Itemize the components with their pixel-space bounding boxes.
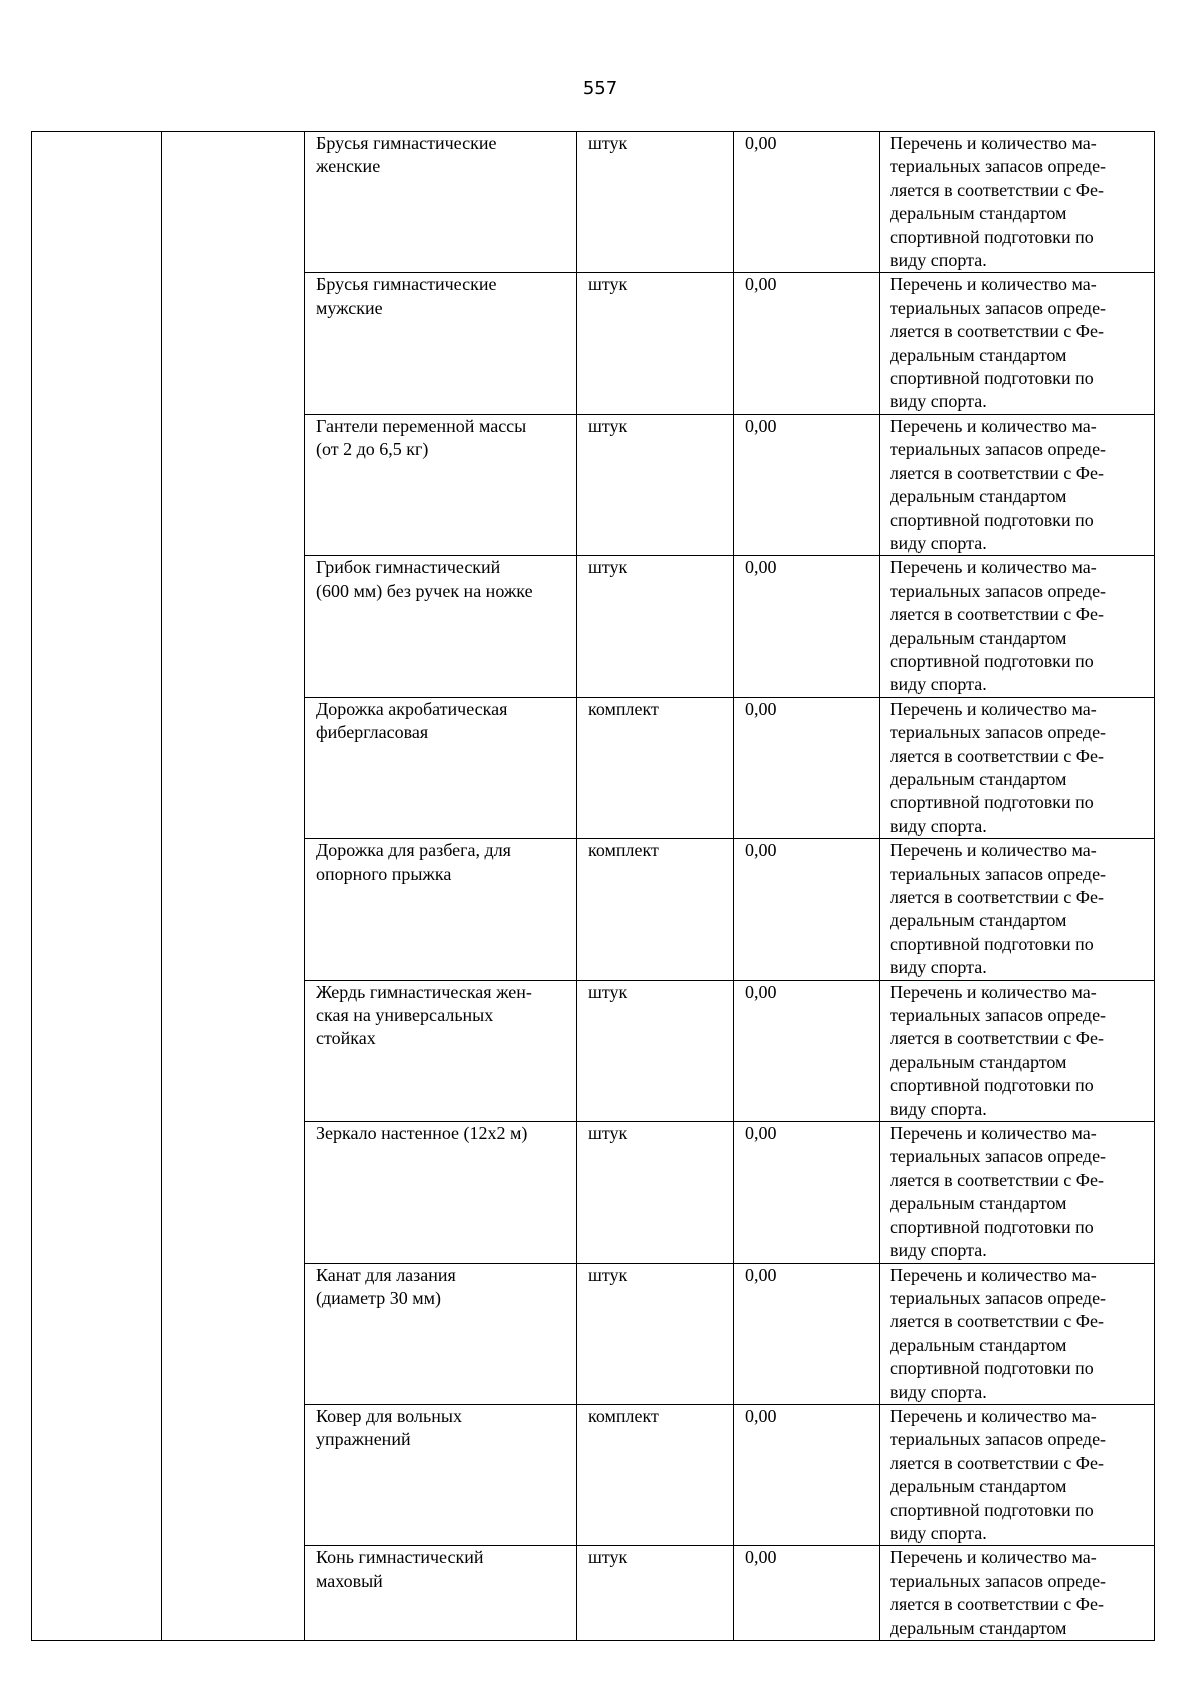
page-number: 557 <box>582 78 618 99</box>
quantity-cell: 0,00 <box>734 1263 880 1404</box>
unit-cell: штук <box>577 414 734 555</box>
note-cell: Перечень и количество ма- териальных запасов опреде- ляется в соответствии с Фе- деральным стандартом <box>880 1546 1155 1641</box>
table-row <box>32 132 1155 273</box>
quantity-cell: 0,00 <box>734 556 880 697</box>
item-name-cell: Жердь гимнастическая жен- ская на универсальных стойках <box>305 980 577 1121</box>
quantity-cell: 0,00 <box>734 839 880 980</box>
unit-cell: штук <box>577 132 734 273</box>
item-name-cell: Дорожка акробатическая фибергласовая <box>305 697 577 838</box>
materials-table <box>31 131 1155 1641</box>
unit-cell: штук <box>577 980 734 1121</box>
unit-cell: штук <box>577 556 734 697</box>
note-cell: Перечень и количество ма- териальных запасов опреде- ляется в соответствии с Фе- деральным стандартом спортивной подготовки по виду спорта. <box>880 980 1155 1121</box>
item-name-cell: Ковер для вольных упражнений <box>305 1404 577 1545</box>
quantity-cell: 0,00 <box>734 1122 880 1263</box>
unit-cell: штук <box>577 1546 734 1641</box>
item-name-cell: Зеркало настенное (12х2 м) <box>305 1122 577 1263</box>
item-name-cell: Грибок гимнастический (600 мм) без ручек на ножке <box>305 556 577 697</box>
item-name-cell: Дорожка для разбега, для опорного прыжка <box>305 839 577 980</box>
quantity-cell: 0,00 <box>734 1546 880 1641</box>
note-cell: Перечень и количество ма- териальных запасов опреде- ляется в соответствии с Фе- деральным стандартом спортивной подготовки по виду спорта. <box>880 556 1155 697</box>
note-cell: Перечень и количество ма- териальных запасов опреде- ляется в соответствии с Фе- деральным стандартом спортивной подготовки по виду спорта. <box>880 132 1155 273</box>
note-cell: Перечень и количество ма- териальных запасов опреде- ляется в соответствии с Фе- деральным стандартом спортивной подготовки по виду спорта. <box>880 839 1155 980</box>
quantity-cell: 0,00 <box>734 273 880 414</box>
unit-cell: штук <box>577 1122 734 1263</box>
unit-cell: комплект <box>577 839 734 980</box>
note-cell: Перечень и количество ма- териальных запасов опреде- ляется в соответствии с Фе- деральным стандартом спортивной подготовки по виду спорта. <box>880 1404 1155 1545</box>
quantity-cell: 0,00 <box>734 1404 880 1545</box>
item-name-cell: Брусья гимнастические мужские <box>305 273 577 414</box>
unit-cell: штук <box>577 273 734 414</box>
quantity-cell: 0,00 <box>734 980 880 1121</box>
item-name-cell: Канат для лазания (диаметр 30 мм) <box>305 1263 577 1404</box>
note-cell: Перечень и количество ма- териальных запасов опреде- ляется в соответствии с Фе- деральным стандартом спортивной подготовки по виду спорта. <box>880 697 1155 838</box>
note-cell: Перечень и количество ма- териальных запасов опреде- ляется в соответствии с Фе- деральным стандартом спортивной подготовки по виду спорта. <box>880 273 1155 414</box>
quantity-cell: 0,00 <box>734 697 880 838</box>
item-name-cell: Гантели переменной массы (от 2 до 6,5 кг) <box>305 414 577 555</box>
empty-column-1 <box>32 132 162 1641</box>
quantity-cell: 0,00 <box>734 132 880 273</box>
item-name-cell: Конь гимнастический маховый <box>305 1546 577 1641</box>
empty-column-2 <box>162 132 305 1641</box>
unit-cell: комплект <box>577 697 734 838</box>
unit-cell: комплект <box>577 1404 734 1545</box>
note-cell: Перечень и количество ма- териальных запасов опреде- ляется в соответствии с Фе- деральным стандартом спортивной подготовки по виду спорта. <box>880 1263 1155 1404</box>
note-cell: Перечень и количество ма- териальных запасов опреде- ляется в соответствии с Фе- деральным стандартом спортивной подготовки по виду спорта. <box>880 414 1155 555</box>
unit-cell: штук <box>577 1263 734 1404</box>
quantity-cell: 0,00 <box>734 414 880 555</box>
item-name-cell: Брусья гимнастические женские <box>305 132 577 273</box>
note-cell: Перечень и количество ма- териальных запасов опреде- ляется в соответствии с Фе- деральным стандартом спортивной подготовки по виду спорта. <box>880 1122 1155 1263</box>
